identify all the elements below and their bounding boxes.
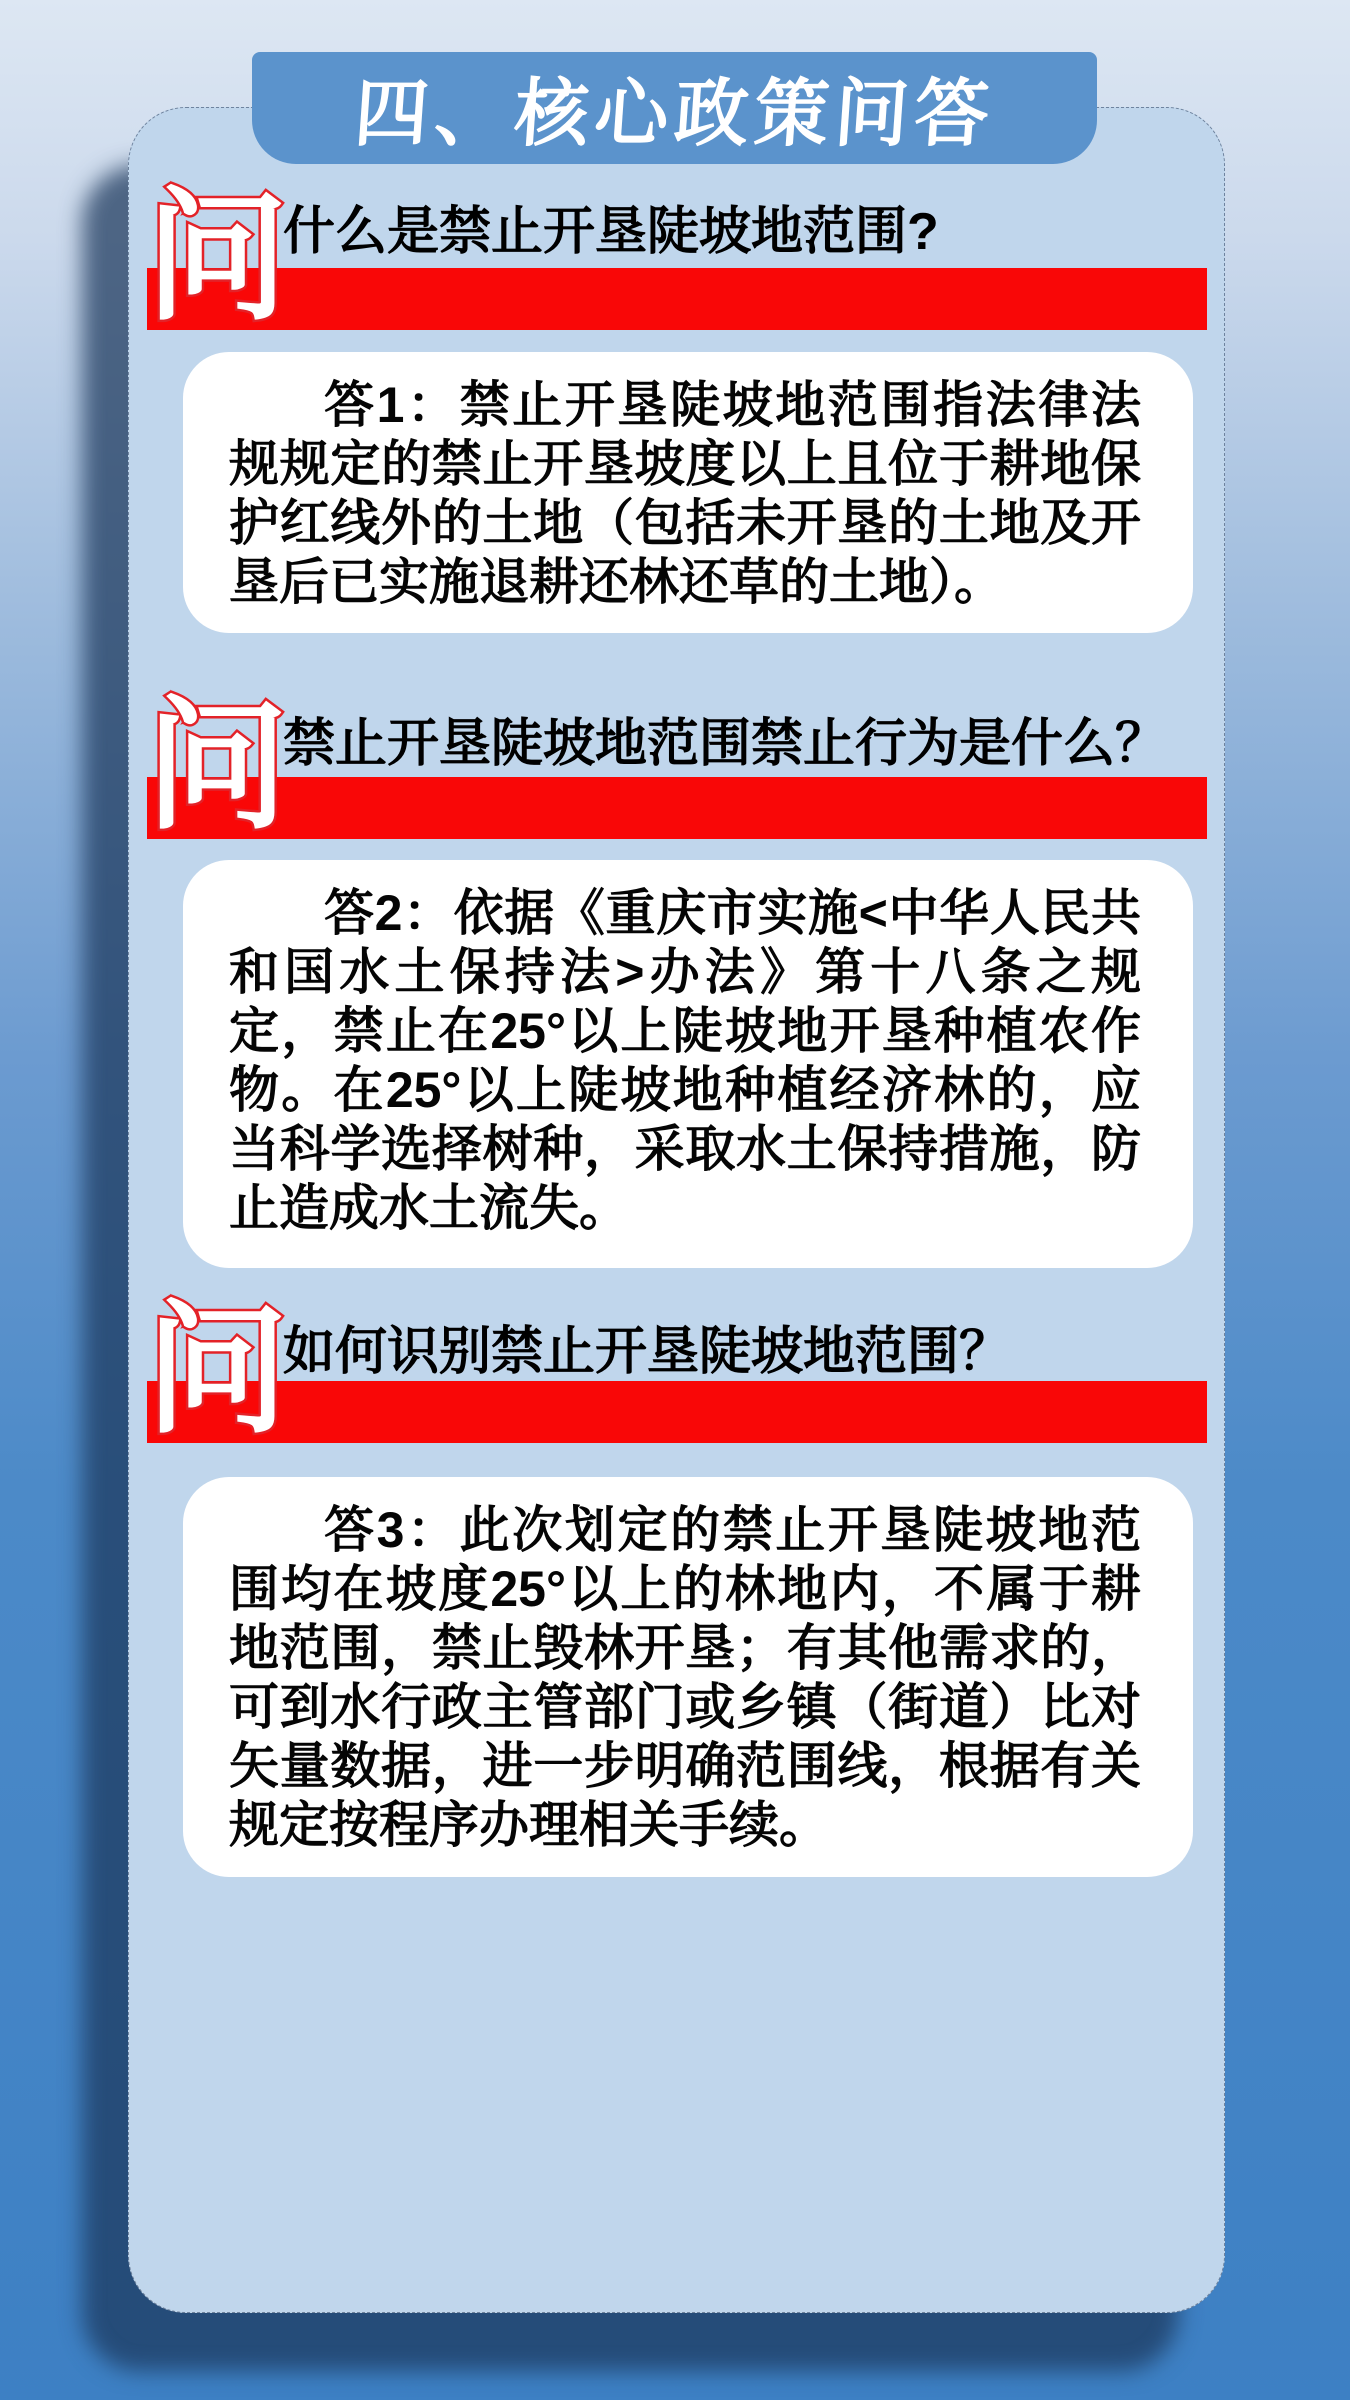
page-title: 四、核心政策问答: [351, 72, 998, 155]
answer-text: 答1：禁止开垦陡坡地范围指法律法规规定的禁止开垦坡度以上且位于耕地保护红线外的土地（包括未开垦的土地及开垦后已实施退耕还林还草的土地）。: [229, 377, 1141, 610]
answer-card: [183, 860, 1193, 1268]
red-stripe: [147, 268, 1207, 330]
answer-card: [183, 1477, 1193, 1877]
red-stripe: [147, 777, 1207, 839]
answer-card: [183, 352, 1193, 633]
red-stripe: [147, 1381, 1207, 1443]
header-banner: [252, 52, 1097, 164]
answer-text: 答3：此次划定的禁止开垦陡坡地范围均在坡度25°以上的林地内，不属于耕地范围，禁止毁林开垦；有其他需求的，可到水行政主管部门或乡镇（街道）比对矢量数据，进一步明确范围线，根据有关规定按程序办理相关手续。: [229, 1502, 1141, 1853]
question-glyph: 问: [146, 178, 288, 337]
question-glyph: 问: [146, 687, 288, 846]
question-glyph: 问: [146, 1291, 288, 1450]
answer-text: 答2：依据《重庆市实施<中华人民共和国水土保持法>办法》第十八条之规定，禁止在25°以上陡坡地开垦种植农作物。在25°以上陡坡地种植经济林的，应当科学选择树种，采取水土保持措施，防止造成水土流失。: [229, 885, 1141, 1236]
question-text: 如何识别禁止开垦陡坡地范围？: [283, 1323, 1012, 1381]
question-text: 禁止开垦陡坡地范围禁止行为是什么？: [283, 715, 1168, 773]
question-text: 什么是禁止开垦陡坡地范围?: [283, 203, 939, 261]
